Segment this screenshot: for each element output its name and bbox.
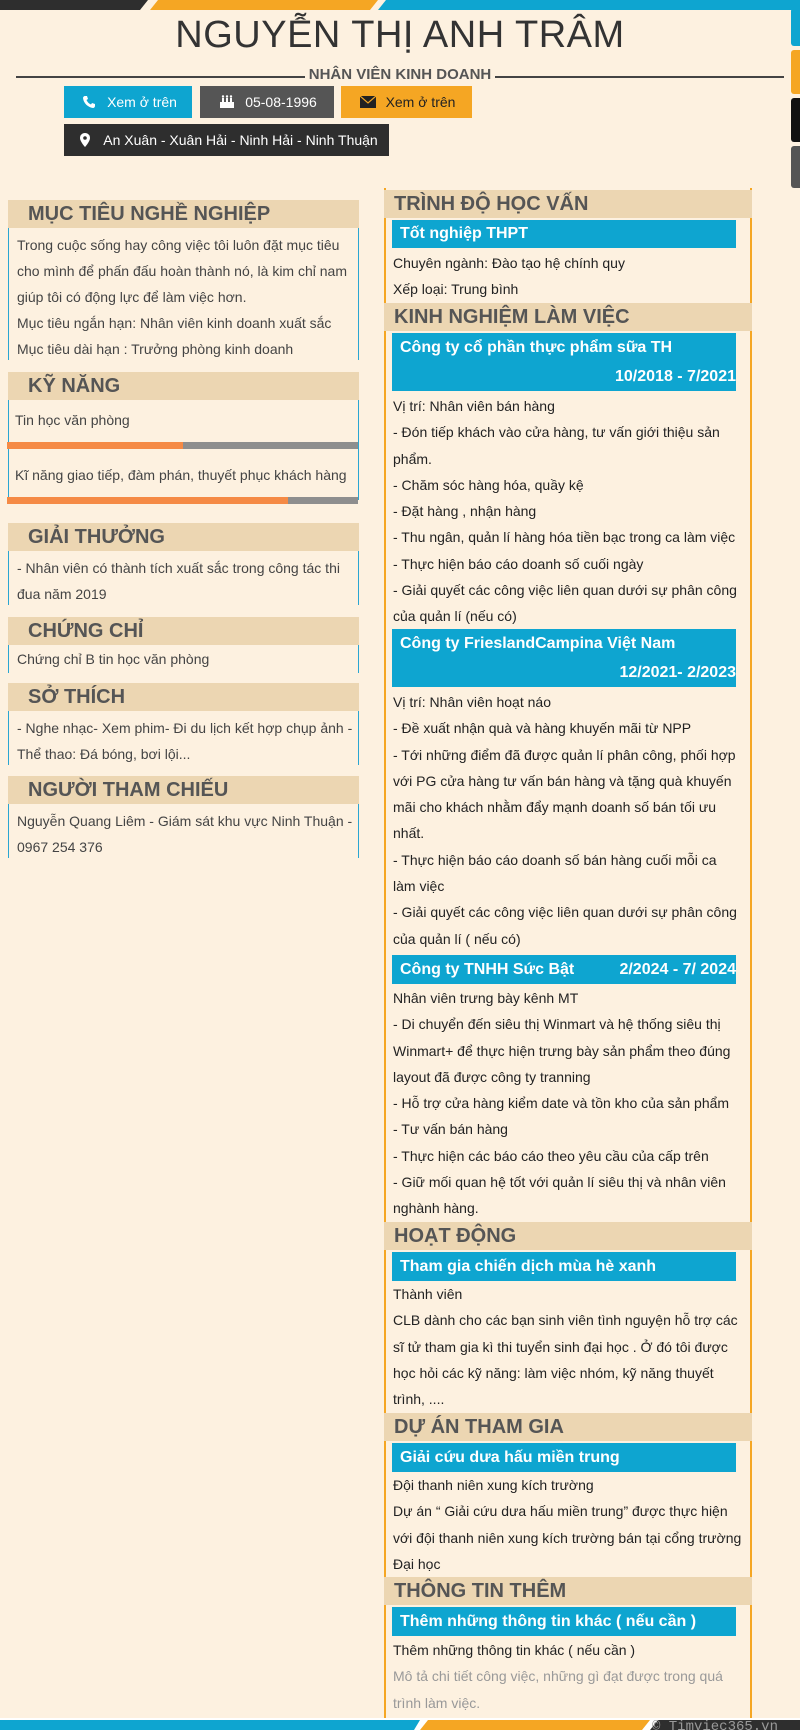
- activity-line: sĩ tử tham gia kì thi tuyển sinh đại học . Ở đó tôi được: [393, 1338, 728, 1355]
- email-value: Xem ở trên: [385, 94, 456, 110]
- skill-bar: [7, 497, 358, 504]
- activities-heading: HOẠT ĐỘNG: [384, 1222, 752, 1250]
- job-period: 2/2024 - 7/ 2024: [619, 961, 736, 978]
- extra-name: Thêm những thông tin khác ( nếu cần ): [392, 1607, 736, 1636]
- skill-name: Tin học văn phòng: [15, 412, 130, 428]
- phone-value: Xem ở trên: [107, 94, 177, 110]
- job-period: 10/2018 - 7/2021: [615, 368, 736, 385]
- reference-line: 0967 254 376: [17, 839, 103, 855]
- job-line: - Tư vấn bán hàng: [393, 1121, 508, 1138]
- job-line: - Hỗ trợ cửa hàng kiểm date và tồn kho của sản phẩm: [393, 1095, 730, 1112]
- job-company: Công ty cổ phần thực phẩm sữa TH: [400, 339, 673, 356]
- job-line: Vị trí: Nhân viên bán hàng: [393, 398, 555, 414]
- experience-heading: KINH NGHIỆM LÀM VIỆC: [384, 303, 752, 331]
- extra-muted-line: trình làm việc.: [393, 1694, 481, 1711]
- skill-name: Kĩ năng giao tiếp, đàm phán, thuyết phục khách hàng: [15, 467, 347, 483]
- job-details: [393, 985, 743, 1222]
- job-line: của quản lí ( nếu có): [393, 930, 521, 947]
- job-line: layout đã được công ty tranning: [393, 1068, 591, 1085]
- side-tab-gray[interactable]: [791, 146, 800, 188]
- skill-bar-fill: [7, 497, 288, 504]
- job-line: - Thu ngân, quản lí hàng hóa tiền bạc trong ca làm việc: [393, 529, 736, 546]
- job-period: 12/2021- 2/2023: [619, 664, 736, 681]
- birthday-cake-icon: [217, 95, 237, 109]
- birthday-value: 05-08-1996: [245, 94, 317, 110]
- hobby-line: Thể thao: Đá bóng, bơi lội...: [17, 746, 191, 762]
- job-header: [392, 955, 736, 984]
- extra-details: [393, 1637, 743, 1716]
- education-school: Tốt nghiệp THPT: [392, 220, 736, 248]
- job-line: - Đón tiếp khách vào cửa hàng, tư vấn giới thiệu sản: [393, 424, 720, 441]
- job-line: - Đặt hàng , nhận hàng: [393, 503, 537, 520]
- skills-heading: KỸ NĂNG: [8, 372, 359, 400]
- job-line: làm việc: [393, 878, 445, 895]
- project-line: Dự án “ Giải cứu dưa hấu miền trung” được thực hiện: [393, 1503, 728, 1520]
- objective-line: Mục tiêu ngắn hạn: Nhân viên kinh doanh xuất sắc: [17, 315, 332, 331]
- job-line: - Chăm sóc hàng hóa, quầy kệ: [393, 476, 584, 493]
- job-line: - Giải quyết các công việc liên quan dưới sự phân công: [393, 582, 737, 599]
- education-line: Chuyên ngành: Đào tạo hệ chính quy: [393, 255, 625, 271]
- envelope-icon: [358, 96, 378, 108]
- job-line: - Giải quyết các công việc liên quan dưới sự phân công: [393, 904, 737, 921]
- address-value: An Xuân - Xuân Hải - Ninh Hải - Ninh Thuận: [103, 132, 378, 148]
- job-header: [392, 333, 736, 391]
- job-line: phẩm.: [393, 450, 432, 467]
- job-line: - Thực hiện các báo cáo theo yêu cầu của cấp trên: [393, 1147, 709, 1164]
- top-decor-bar: [0, 0, 800, 10]
- job-line: Vị trí: Nhân viên hoạt náo: [393, 694, 551, 710]
- job-company: Công ty FrieslandCampina Việt Nam: [400, 635, 676, 652]
- job-title: NHÂN VIÊN KINH DOANH: [305, 66, 496, 83]
- job-line: Winmart+ để thực hiện trưng bày sản phẩm theo đúng: [393, 1042, 731, 1059]
- candidate-name: NGUYỄN THỊ ANH TRÂM: [175, 14, 625, 56]
- extra-muted-line: Mô tả chi tiết công việc, những gì đạt được trong quá: [393, 1668, 723, 1685]
- project-line: Đại học: [393, 1555, 441, 1572]
- education-body: [393, 250, 743, 303]
- side-tab-black[interactable]: [791, 98, 800, 142]
- job-details: [393, 393, 743, 630]
- job-line: của quản lí (nếu có): [393, 608, 517, 625]
- job-line: mãi cho khách nhằm đẩy mạnh doanh số bán tối ưu: [393, 799, 717, 816]
- project-details: [393, 1472, 743, 1577]
- objective-body: [8, 228, 359, 360]
- job-line: nghành hàng.: [393, 1200, 479, 1217]
- education-line: Xếp loại: Trung bình: [393, 281, 519, 298]
- watermark: © Timviec365.vn: [651, 1719, 778, 1735]
- job-title-line: [16, 66, 784, 86]
- phone-icon: [79, 95, 99, 109]
- awards-line: - Nhân viên có thành tích xuất sắc trong công tác thi: [17, 560, 340, 576]
- objective-line: Trong cuộc sống hay công việc tôi luôn đặt mục tiêu: [17, 237, 340, 253]
- job-line: nhất.: [393, 825, 425, 842]
- awards-line: đua năm 2019: [17, 586, 107, 602]
- job-line: với PG cửa hàng tư vấn bán hàng và tặng quà khuyến: [393, 772, 732, 789]
- awards-body: [8, 551, 359, 605]
- job-line: - Thực hiện báo cáo doanh số bán hàng cuối mỗi ca: [393, 851, 717, 868]
- hobby-line: - Nghe nhạc- Xem phim- Đi du lịch kết hợp chụp ảnh -: [17, 720, 353, 736]
- extra-heading: THÔNG TIN THÊM: [384, 1577, 752, 1605]
- objective-line: Mục tiêu dài hạn : Trưởng phòng kinh doanh: [17, 341, 294, 357]
- job-line: - Di chuyển đến siêu thị Winmart và hệ thống siêu thị: [393, 1016, 721, 1033]
- skill-bar-fill: [7, 442, 183, 449]
- certificates-heading: CHỨNG CHỈ: [8, 617, 359, 645]
- project-name: Giải cứu dưa hấu miền trung: [392, 1443, 736, 1472]
- activity-line: Thành viên: [393, 1286, 463, 1302]
- activity-line: trình, ....: [393, 1391, 445, 1408]
- job-header: [392, 629, 736, 687]
- birthday-chip: [200, 86, 334, 118]
- hobbies-body: [8, 711, 359, 765]
- hobbies-heading: SỞ THÍCH: [8, 683, 359, 711]
- project-line: Đội thanh niên xung kích trường: [393, 1477, 594, 1493]
- objective-line: cho mình để phấn đấu hoàn thành nó, là kim chỉ nam: [17, 263, 347, 279]
- certificate-line: Chứng chỉ B tin học văn phòng: [17, 651, 210, 667]
- education-heading: TRÌNH ĐỘ HỌC VẤN: [384, 190, 752, 218]
- objective-heading: MỤC TIÊU NGHỀ NGHIỆP: [8, 200, 359, 228]
- skills-body: [8, 400, 359, 500]
- activity-name: Tham gia chiến dịch mùa hè xanh: [392, 1252, 736, 1281]
- certificates-body: [8, 645, 359, 673]
- job-line: - Thực hiện báo cáo doanh số cuối ngày: [393, 555, 644, 572]
- job-line: Nhân viên trưng bày kênh MT: [393, 990, 579, 1006]
- job-line: - Giữ mối quan hệ tốt với quản lí siêu thị và nhân viên: [393, 1174, 726, 1191]
- phone-chip: [64, 86, 192, 118]
- activity-details: [393, 1281, 743, 1412]
- job-company: Công ty TNHH Sức Bật: [400, 961, 575, 978]
- activity-line: CLB dành cho các bạn sinh viên tình nguyện hỗ trợ các: [393, 1312, 738, 1329]
- job-line: - Đề xuất nhận quà và hàng khuyến mãi từ NPP: [393, 720, 692, 737]
- reference-line: Nguyễn Quang Liêm - Giám sát khu vực Ninh Thuận -: [17, 813, 353, 829]
- skill-bar: [7, 442, 358, 449]
- references-body: [8, 804, 359, 858]
- map-marker-icon: [75, 133, 95, 147]
- address-chip: [64, 124, 389, 156]
- project-line: với đội thanh niên xung kích trường bán tại cổng trường: [393, 1529, 742, 1546]
- extra-line: Thêm những thông tin khác ( nếu cần ): [393, 1642, 636, 1658]
- email-chip: [341, 86, 472, 118]
- projects-heading: DỰ ÁN THAM GIA: [384, 1413, 752, 1441]
- activity-line: học hỏi các kỹ năng: làm việc nhóm, kỹ năng thuyết: [393, 1364, 714, 1381]
- objective-line: giúp tôi có động lực để làm việc hơn.: [17, 289, 247, 305]
- job-details: [393, 689, 743, 952]
- job-line: - Tới những điểm đã được quản lí phân công, phối hợp: [393, 746, 736, 763]
- references-heading: NGƯỜI THAM CHIẾU: [8, 776, 359, 804]
- awards-heading: GIẢI THƯỞNG: [8, 523, 359, 551]
